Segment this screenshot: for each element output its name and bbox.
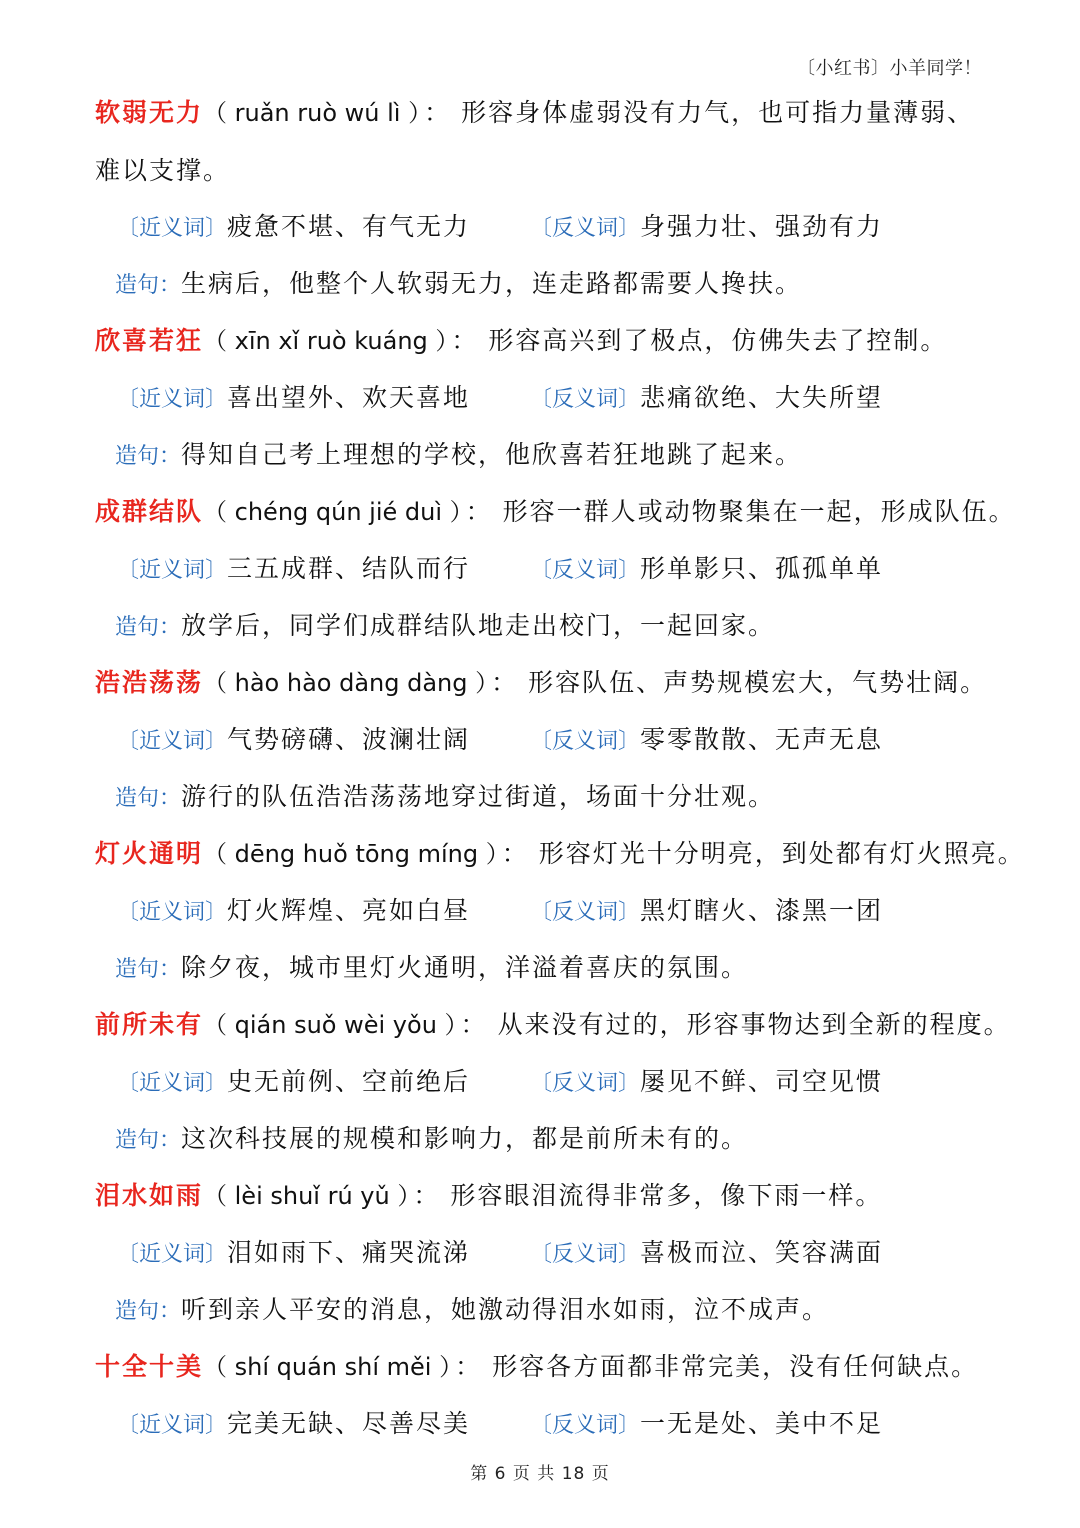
example-line	[95, 939, 995, 996]
example-text: 游行的队伍浩浩荡荡地穿过街道，场面十分壮观。	[181, 782, 776, 811]
antonyms-text: 屡见不鲜、司空见惯	[640, 1067, 884, 1096]
synonym-label: 〔近义词〕	[117, 216, 228, 241]
synonyms-text: 气势磅礴、波澜壮阔	[227, 725, 471, 754]
example-label: 造句：	[115, 444, 182, 469]
source-note: 〔小红书〕小羊同学！	[797, 58, 982, 79]
example-label: 造句：	[115, 273, 182, 298]
synonyms-text: 喜出望外、欢天喜地	[227, 383, 471, 412]
idiom-headline	[95, 996, 1011, 1054]
antonym-label: 〔反义词〕	[530, 216, 641, 241]
example-label: 造句：	[115, 1128, 182, 1153]
idiom-term: 成群结队	[95, 497, 204, 526]
idiom-pinyin: （ shí quán shí měi ）	[203, 1353, 452, 1381]
idiom-headline	[95, 1167, 995, 1225]
example-line	[95, 1110, 995, 1167]
idiom-entry	[95, 483, 1016, 654]
relations-line	[95, 712, 995, 768]
colon: ：	[455, 1352, 483, 1381]
idiom-definition: 从来没有过的，形容事物达到全新的程度。	[497, 1010, 1011, 1039]
antonym-label: 〔反义词〕	[530, 1413, 641, 1438]
example-line	[95, 1281, 995, 1338]
idiom-entry	[95, 1167, 995, 1338]
idiom-entry	[95, 825, 1025, 996]
colon: ：	[501, 839, 529, 868]
antonym-label: 〔反义词〕	[530, 1242, 641, 1267]
antonym-label: 〔反义词〕	[530, 729, 641, 754]
synonyms-text: 灯火辉煌、亮如白昼	[227, 896, 471, 925]
idiom-definition: 形容各方面都非常完美，没有任何缺点。	[492, 1352, 979, 1381]
colon: ：	[413, 1181, 441, 1210]
example-text: 这次科技展的规模和影响力，都是前所未有的。	[181, 1124, 749, 1153]
idiom-headline	[95, 825, 1025, 883]
idiom-headline	[95, 84, 995, 199]
colon: ：	[451, 326, 479, 355]
example-label: 造句：	[115, 1299, 182, 1324]
relations-line	[95, 370, 995, 426]
antonym-group	[530, 370, 883, 428]
idiom-definition: 形容高兴到了极点，仿佛失去了控制。	[488, 326, 948, 355]
idiom-entry	[95, 654, 995, 825]
idiom-pinyin: （ hào hào dàng dàng ）	[203, 669, 488, 697]
antonym-label: 〔反义词〕	[530, 900, 641, 925]
idiom-entry	[95, 1338, 995, 1452]
example-text: 除夕夜，城市里灯火通明，洋溢着喜庆的氛围。	[181, 953, 749, 982]
example-line	[95, 255, 995, 312]
idiom-term: 软弱无力	[95, 98, 204, 127]
page-number: 第 6 页 共 18 页	[470, 1464, 610, 1484]
idiom-term: 欣喜若狂	[95, 326, 204, 355]
idiom-term: 前所未有	[95, 1010, 204, 1039]
colon: ：	[465, 497, 493, 526]
idiom-entry	[95, 312, 995, 483]
synonyms-text: 三五成群、结队而行	[227, 554, 471, 583]
example-label: 造句：	[115, 615, 182, 640]
synonyms-text: 完美无缺、尽善尽美	[227, 1409, 471, 1438]
idiom-pinyin: （ dēng huǒ tōng míng ）	[203, 840, 498, 868]
idiom-pinyin: （ xīn xǐ ruò kuáng ）	[203, 327, 448, 355]
idiom-term: 十全十美	[95, 1352, 204, 1381]
antonym-group	[530, 1225, 883, 1283]
idiom-pinyin: （ lèi shuǐ rú yǔ ）	[203, 1182, 410, 1210]
antonyms-text: 喜极而泣、笑容满面	[640, 1238, 884, 1267]
idiom-pinyin: （ ruǎn ruò wú lì ）	[203, 99, 421, 127]
idiom-headline	[95, 312, 995, 370]
antonyms-text: 悲痛欲绝、大失所望	[640, 383, 884, 412]
synonym-label: 〔近义词〕	[117, 729, 228, 754]
example-label: 造句：	[115, 786, 182, 811]
example-line	[95, 597, 995, 654]
colon: ：	[491, 668, 519, 697]
idiom-term: 泪水如雨	[95, 1181, 204, 1210]
idiom-pinyin: （ chéng qún jié duì ）	[203, 498, 462, 526]
idiom-definition: 形容灯光十分明亮，到处都有灯火照亮。	[538, 839, 1025, 868]
idiom-definition: 形容身体虚弱没有力气，也可指力量薄弱、难以支撑。	[95, 98, 975, 185]
example-text: 听到亲人平安的消息，她激动得泪水如雨，泣不成声。	[181, 1295, 830, 1324]
synonyms-text: 疲惫不堪、有气无力	[227, 212, 471, 241]
example-line	[95, 768, 995, 825]
synonym-label: 〔近义词〕	[117, 1071, 228, 1096]
antonym-label: 〔反义词〕	[530, 558, 641, 583]
idiom-definition: 形容眼泪流得非常多，像下雨一样。	[450, 1181, 883, 1210]
antonym-label: 〔反义词〕	[530, 387, 641, 412]
example-text: 得知自己考上理想的学校，他欣喜若狂地跳了起来。	[181, 440, 803, 469]
idiom-pinyin: （ qián suǒ wèi yǒu ）	[203, 1011, 457, 1039]
antonyms-text: 零零散散、无声无息	[640, 725, 884, 754]
idiom-list	[95, 84, 1025, 1452]
antonyms-text: 形单影只、孤孤单单	[640, 554, 884, 583]
antonym-group	[530, 1396, 883, 1454]
antonym-label: 〔反义词〕	[530, 1071, 641, 1096]
relations-line	[95, 541, 995, 597]
idiom-term: 浩浩荡荡	[95, 668, 204, 697]
colon: ：	[460, 1010, 488, 1039]
example-line	[95, 426, 995, 483]
antonyms-text: 一无是处、美中不足	[640, 1409, 884, 1438]
colon: ：	[424, 98, 452, 127]
antonym-group	[530, 541, 883, 599]
antonym-group	[530, 1054, 883, 1112]
example-label: 造句：	[115, 957, 182, 982]
idiom-term: 灯火通明	[95, 839, 204, 868]
idiom-entry	[95, 84, 995, 312]
antonym-group	[530, 712, 883, 770]
synonyms-text: 史无前例、空前绝后	[227, 1067, 471, 1096]
idiom-definition: 形容一群人或动物聚集在一起，形成队伍。	[502, 497, 1016, 526]
example-text: 放学后，同学们成群结队地走出校门，一起回家。	[181, 611, 776, 640]
antonyms-text: 身强力壮、强劲有力	[640, 212, 884, 241]
synonym-label: 〔近义词〕	[117, 1413, 228, 1438]
synonym-label: 〔近义词〕	[117, 900, 228, 925]
synonym-label: 〔近义词〕	[117, 1242, 228, 1267]
idiom-headline	[95, 1338, 995, 1396]
relations-line	[95, 1396, 995, 1452]
example-text: 生病后，他整个人软弱无力，连走路都需要人搀扶。	[181, 269, 803, 298]
idiom-entry	[95, 996, 1011, 1167]
idiom-headline	[95, 483, 1016, 541]
relations-line	[95, 1054, 995, 1110]
idiom-definition: 形容队伍、声势规模宏大，气势壮阔。	[528, 668, 988, 697]
relations-line	[95, 883, 995, 939]
idiom-headline	[95, 654, 995, 712]
relations-line	[95, 1225, 995, 1281]
antonyms-text: 黑灯瞎火、漆黑一团	[640, 896, 884, 925]
antonym-group	[530, 199, 883, 257]
synonym-label: 〔近义词〕	[117, 387, 228, 412]
synonyms-text: 泪如雨下、痛哭流涕	[227, 1238, 471, 1267]
synonym-label: 〔近义词〕	[117, 558, 228, 583]
antonym-group	[530, 883, 883, 941]
relations-line	[95, 199, 995, 255]
